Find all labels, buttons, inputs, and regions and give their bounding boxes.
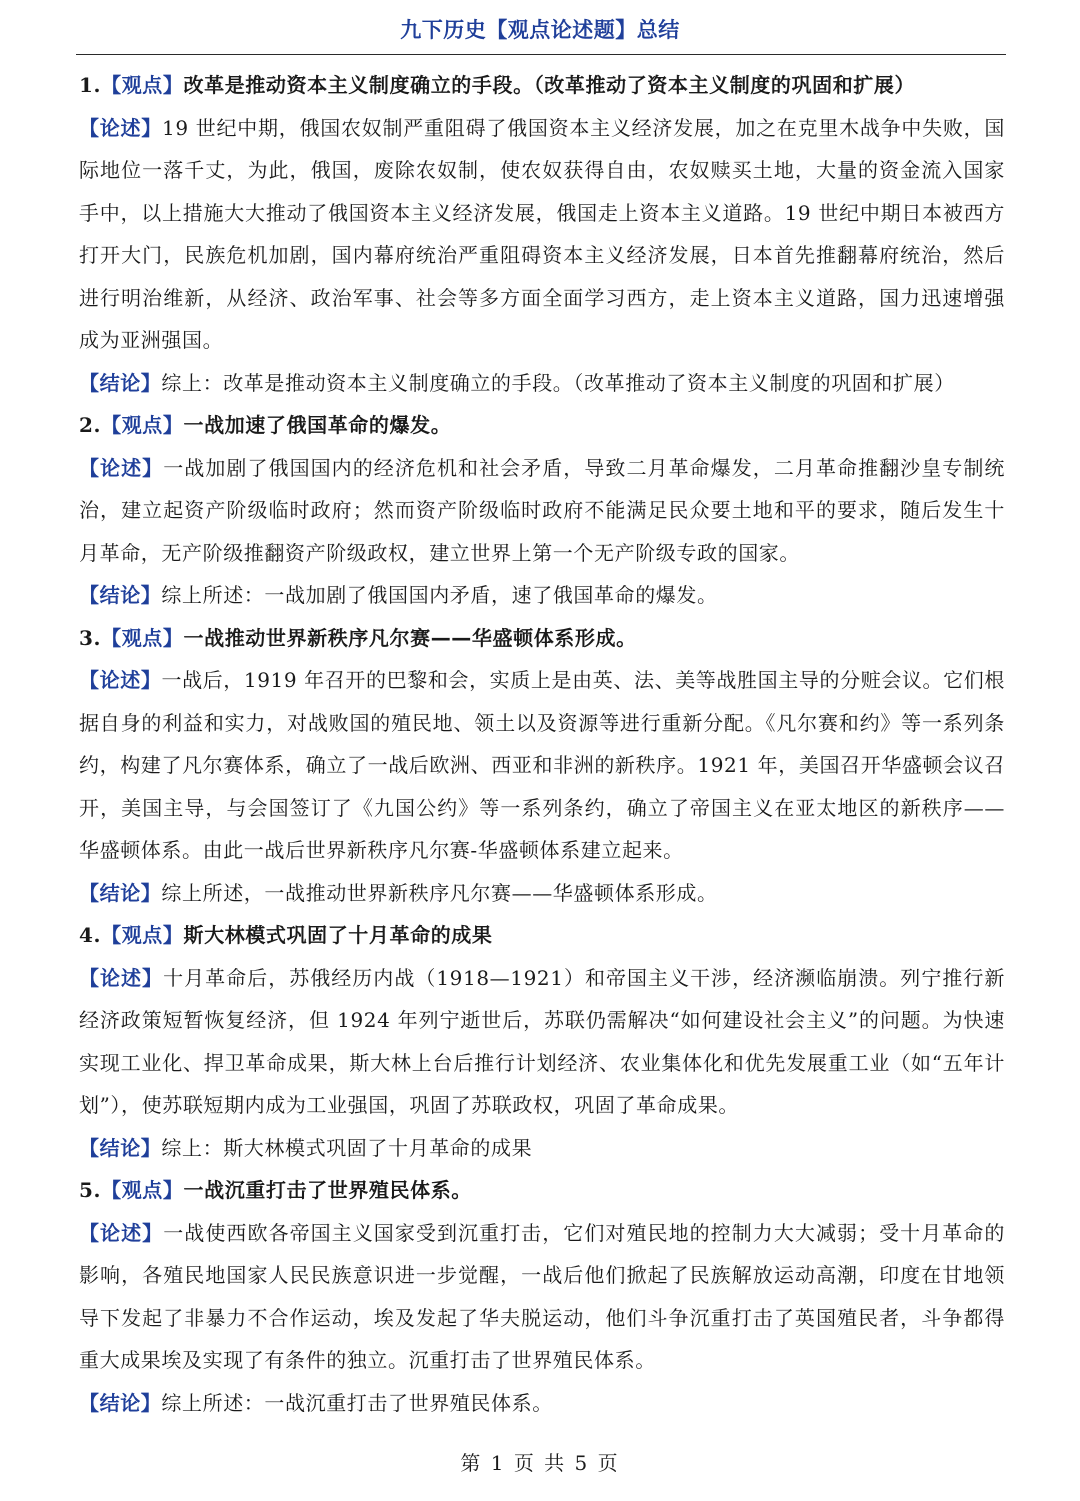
argument-text: 一战加剧了俄国国内的经济危机和社会矛盾，导致二月革命爆发，二月革命推翻沙皇专制统治，建立起资产阶级临时政府；然而资产阶级临时政府不能满足民众要土地和平的要求，随后发生十月革命，无产阶级推翻资产阶级政权，建立世界上第一个无产阶级专政的国家。 — [79, 455, 1006, 565]
point-tag: 【观点】 — [101, 413, 184, 437]
viewpoint-item-5 — [79, 1169, 1005, 1424]
conclusion-text: 综上：斯大林模式巩固了十月革命的成果 — [161, 1135, 533, 1160]
argument-tag: 【论述】 — [79, 1220, 164, 1245]
viewpoint-conclusion — [79, 574, 1005, 617]
argument-tag: 【论述】 — [79, 115, 163, 140]
argument-text: 十月革命后，苏俄经历内战（1918—1921）和帝国主义干涉，经济濒临崩溃。列宁推行新经济政策短暂恢复经济，但 1924 年列宁逝世后，苏联仍需解决“如何建设社会主义”的问题。为快速实现工业化、捍卫革命成果，斯大林上台后推行计划经济、农业集体化和优先发展重工业（如“五年计划”），使苏联短期内成为工业强国，巩固了苏联政权，巩固了革命成果。 — [79, 965, 1005, 1117]
conclusion-text: 综上所述：一战加剧了俄国国内矛盾，速了俄国革命的爆发。 — [161, 583, 718, 607]
viewpoint-point — [79, 404, 1005, 447]
viewpoint-item-4 — [79, 914, 1005, 1169]
viewpoint-conclusion — [79, 1382, 1005, 1425]
viewpoint-conclusion — [79, 362, 1005, 405]
viewpoint-item-1 — [79, 64, 1005, 404]
item-number: 2. — [79, 413, 102, 437]
page-number-footer: 第 1 页 共 5 页 — [460, 1451, 620, 1475]
viewpoint-point — [79, 64, 1005, 107]
item-number: 4. — [79, 923, 102, 947]
point-text: 改革是推动资本主义制度确立的手段。（改革推动了资本主义制度的巩固和扩展） — [183, 73, 916, 97]
argument-text: 一战后，1919 年召开的巴黎和会，实质上是由英、法、美等战胜国主导的分赃会议。它们根据自身的利益和实力，对战败国的殖民地、领土以及资源等进行重新分配。《凡尔赛和约》等一系列条约，构建了凡尔赛体系，确立了一战后欧洲、西亚和非洲的新秩序。1921 年，美国召开华盛顿会议召开，美国主导，与会国签订了《九国公约》等一系列条约，确立了帝国主义在亚太地区的新秩序——华盛顿体系。由此一战后世界新秩序凡尔赛-华盛顿体系建立起来。 — [79, 668, 1005, 862]
conclusion-tag: 【结论】 — [79, 370, 162, 395]
point-tag: 【观点】 — [101, 923, 184, 947]
argument-tag: 【论述】 — [79, 965, 164, 990]
point-text: 斯大林模式巩固了十月革命的成果 — [183, 923, 493, 947]
item-number: 5. — [79, 1178, 102, 1202]
viewpoint-argument — [79, 447, 1005, 575]
item-number: 1. — [79, 73, 102, 97]
point-tag: 【观点】 — [101, 73, 184, 97]
argument-tag: 【论述】 — [79, 668, 162, 692]
item-number: 3. — [79, 625, 102, 650]
point-text: 一战推动世界新秩序凡尔赛——华盛顿体系形成。 — [183, 625, 637, 650]
conclusion-tag: 【结论】 — [79, 1390, 162, 1415]
conclusion-tag: 【结论】 — [79, 583, 162, 607]
viewpoint-conclusion — [79, 872, 1005, 915]
conclusion-tag: 【结论】 — [79, 880, 162, 905]
point-text: 一战加速了俄国革命的爆发。 — [183, 413, 452, 437]
viewpoint-argument — [79, 1212, 1005, 1382]
viewpoint-conclusion — [79, 1127, 1005, 1170]
point-text: 一战沉重打击了世界殖民体系。 — [183, 1178, 472, 1202]
viewpoint-argument — [79, 107, 1005, 362]
argument-tag: 【论述】 — [79, 455, 164, 480]
argument-text: 19 世纪中期，俄国农奴制严重阻碍了俄国资本主义经济发展，加之在克里木战争中失败，国际地位一落千丈，为此，俄国，废除农奴制，使农奴获得自由，农奴赎买土地，大量的资金流入国家手中，以上措施大大推动了俄国资本主义经济发展，俄国走上资本主义道路。19 世纪中期日本被西方打开大门，民族危机加剧，国内幕府统治严重阻碍资本主义经济发展，日本首先推翻幕府统治，然后进行明治维新，从经济、政治军事、社会等多方面全面学习西方，走上资本主义道路，国力迅速增强成为亚洲强国。 — [79, 115, 1005, 352]
argument-text: 一战使西欧各帝国主义国家受到沉重打击，它们对殖民地的控制力大大减弱；受十月革命的影响，各殖民地国家人民民族意识进一步觉醒，一战后他们掀起了民族解放运动高潮，印度在甘地领导下发起了非暴力不合作运动，埃及发起了华夫脱运动，他们斗争沉重打击了英国殖民者，斗争都得重大成果埃及实现了有条件的独立。沉重打击了世界殖民体系。 — [79, 1220, 1006, 1372]
conclusion-text: 综上所述：一战沉重打击了世界殖民体系。 — [161, 1390, 553, 1415]
point-tag: 【观点】 — [101, 625, 184, 650]
point-tag: 【观点】 — [101, 1178, 184, 1202]
viewpoint-point — [79, 617, 1005, 660]
page-title: 九下历史【观点论述题】总结 — [400, 18, 680, 42]
viewpoint-point — [79, 1169, 1005, 1212]
conclusion-text: 综上所述，一战推动世界新秩序凡尔赛——华盛顿体系形成。 — [161, 880, 718, 905]
viewpoint-argument — [79, 957, 1005, 1127]
document-content — [79, 64, 1005, 1424]
title-divider — [76, 54, 1006, 55]
viewpoint-item-2 — [79, 404, 1005, 617]
viewpoint-point — [79, 914, 1005, 957]
viewpoint-argument — [79, 659, 1005, 872]
conclusion-text: 综上：改革是推动资本主义制度确立的手段。（改革推动了资本主义制度的巩固和扩展） — [161, 370, 955, 395]
viewpoint-item-3 — [79, 617, 1005, 915]
conclusion-tag: 【结论】 — [79, 1135, 162, 1160]
